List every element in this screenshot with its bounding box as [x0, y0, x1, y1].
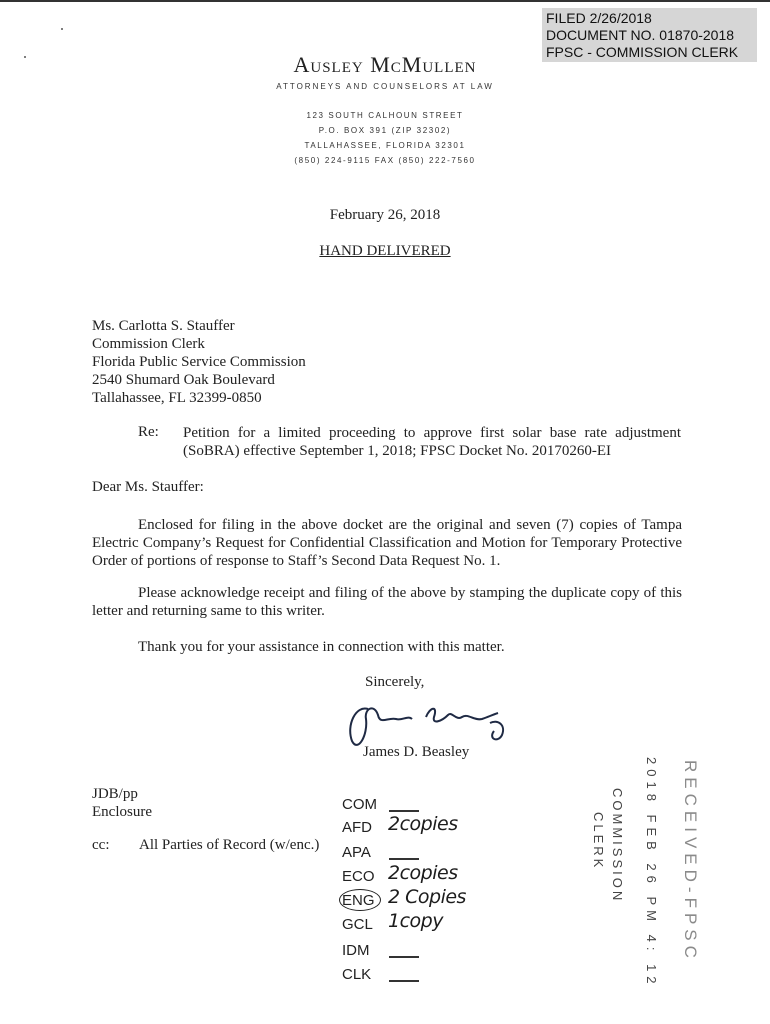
routing-row — [342, 886, 466, 914]
address-line: TALLAHASSEE, FLORIDA 32301 — [304, 141, 466, 150]
top-border-line — [0, 0, 770, 2]
routing-handwritten-note: 1copy — [388, 910, 443, 932]
scan-speck — [24, 56, 26, 58]
address-line: P.O. BOX 391 (ZIP 32302) — [318, 126, 452, 135]
delivery-method: HAND DELIVERED — [319, 243, 451, 259]
phone-fax-line: (850) 224-9115 FAX (850) 222-7560 — [294, 156, 476, 165]
routing-row — [342, 862, 458, 890]
firm-tagline: ATTORNEYS AND COUNSELORS AT LAW — [276, 82, 494, 91]
letter-date: February 26, 2018 — [329, 207, 441, 223]
recipient-line: Commission Clerk — [92, 336, 205, 352]
routing-blank-line — [389, 810, 419, 812]
salutation: Dear Ms. Stauffer: — [92, 479, 204, 495]
routing-code: IDM — [342, 942, 370, 959]
filing-stamp — [542, 8, 757, 62]
routing-row — [342, 796, 386, 818]
routing-handwritten-note: 2copies — [388, 813, 458, 835]
routing-code: ENG — [342, 892, 375, 909]
routing-blank-line — [389, 980, 419, 982]
received-stamp-label: RECEIVED-FPSC — [681, 760, 700, 963]
received-stamp-clerk: CLERK — [591, 812, 606, 871]
cc-label: cc: — [92, 837, 110, 853]
scan-speck — [61, 28, 63, 30]
filing-stamp-date: FILED 2/26/2018 — [546, 10, 652, 26]
routing-row — [342, 910, 443, 938]
body-paragraph: Thank you for your assistance in connection with this matter. — [138, 639, 505, 655]
enclosure-line: Enclosure — [92, 804, 152, 820]
routing-row — [342, 966, 386, 988]
received-stamp-commission: COMMISSION — [610, 788, 625, 904]
recipient-address — [92, 317, 306, 407]
cc-recipients: All Parties of Record (w/enc.) — [139, 837, 320, 853]
filing-stamp-clerk: FPSC - COMMISSION CLERK — [546, 44, 739, 60]
body-paragraph: Please acknowledge receipt and filing of the above by stamping the duplicate copy of this letter and returning same to this writer. — [92, 585, 682, 619]
routing-code: GCL — [342, 916, 373, 933]
recipient-line: Tallahassee, FL 32399-0850 — [92, 390, 262, 406]
re-subject: Petition for a limited proceeding to approve first solar base rate adjustment (SoBRA) effective September 1, 2018; FPSC Docket No. 20170260-EI — [183, 425, 681, 459]
routing-handwritten-note: 2 Copies — [388, 886, 466, 908]
address-line: 123 SOUTH CALHOUN STREET — [306, 111, 464, 120]
body-paragraph: Enclosed for filing in the above docket are the original and seven (7) copies of Tampa Electric Company’s Request for Confidential Classification and Motion for Temporary Protective Order of portions of response to Staff’s Second Data Request No. 1. — [92, 517, 682, 569]
routing-circle-mark — [339, 889, 381, 911]
closing: Sincerely, — [365, 674, 425, 690]
routing-code: AFD — [342, 819, 372, 836]
initials-block — [92, 785, 152, 821]
routing-row — [342, 813, 458, 841]
firm-name: Ausley McMullen — [293, 52, 477, 77]
recipient-line: 2540 Shumard Oak Boulevard — [92, 372, 275, 388]
routing-row — [342, 942, 386, 964]
filing-stamp-document-no: DOCUMENT NO. 01870-2018 — [546, 27, 735, 43]
re-label: Re: — [138, 424, 159, 440]
routing-code: ECO — [342, 868, 375, 885]
recipient-line: Ms. Carlotta S. Stauffer — [92, 318, 235, 334]
routing-handwritten-note: 2copies — [388, 862, 458, 884]
routing-code: COM — [342, 796, 377, 813]
routing-blank-line — [389, 858, 419, 860]
initials-line: JDB/pp — [92, 786, 138, 802]
signer-name: James D. Beasley — [363, 744, 470, 760]
routing-blank-line — [389, 956, 419, 958]
routing-code: CLK — [342, 966, 372, 983]
routing-code: APA — [342, 844, 371, 861]
routing-row — [342, 844, 386, 866]
received-stamp-date: 2018 FEB 26 PM 4: 12 — [644, 757, 659, 989]
recipient-line: Florida Public Service Commission — [92, 354, 306, 370]
